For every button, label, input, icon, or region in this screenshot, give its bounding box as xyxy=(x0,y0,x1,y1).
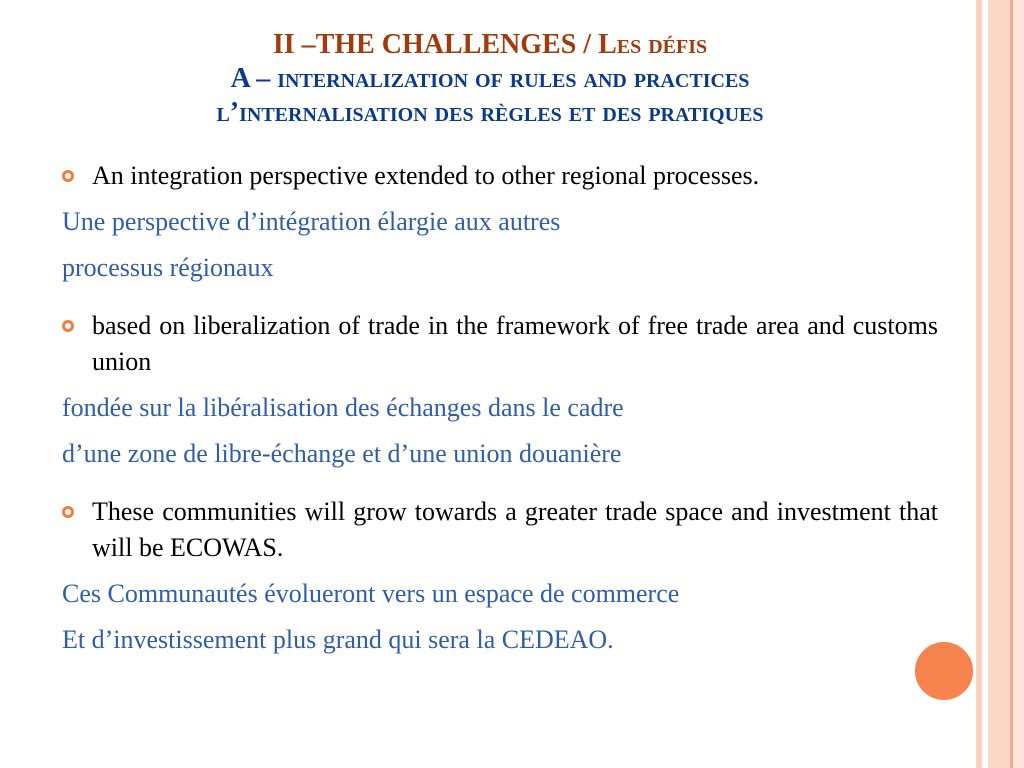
french-text-1: Ces Communautés évolueront vers un espace de commerce xyxy=(62,579,680,608)
french-text-1: Une perspective d’intégration élargie aux autres xyxy=(62,207,561,236)
english-text: An integration perspective extended to other regional processes. xyxy=(92,161,760,190)
list-item xyxy=(62,494,938,658)
list-item xyxy=(62,158,938,286)
bullet-icon xyxy=(62,320,74,332)
english-text: based on liberalization of trade in the framework of free trade area and customs union xyxy=(92,311,938,376)
french-text-2: d’une zone de libre-échange et d’une union douanière xyxy=(62,439,622,468)
title-line-3: l’internalisation des règles et des pratiques xyxy=(216,97,764,128)
french-text-2: processus régionaux xyxy=(62,253,274,282)
bullet-english xyxy=(62,494,938,566)
bullet-english xyxy=(62,308,938,380)
french-text-2: Et d’investissement plus grand qui sera la CEDEAO. xyxy=(62,625,614,654)
title-line-2: A – internalization of rules and practices xyxy=(230,63,750,94)
list-item xyxy=(62,308,938,472)
decorative-stripes xyxy=(976,0,1024,768)
slide-title xyxy=(40,28,940,130)
bullet-english xyxy=(62,158,938,194)
bullet-icon xyxy=(62,170,74,182)
english-text: These communities will grow towards a greater trade space and investment that will be ECOWAS. xyxy=(92,497,938,562)
french-text-1: fondée sur la libéralisation des échanges dans le cadre xyxy=(62,393,624,422)
bullet-icon xyxy=(62,506,74,518)
slide-content xyxy=(62,158,938,680)
title-line-1 xyxy=(40,28,940,62)
stripe xyxy=(988,0,1010,768)
title-french: / Les défis xyxy=(576,29,708,60)
stripe xyxy=(1013,0,1024,768)
stripe xyxy=(976,0,982,768)
title-english: II –THE CHALLENGES xyxy=(272,29,577,60)
